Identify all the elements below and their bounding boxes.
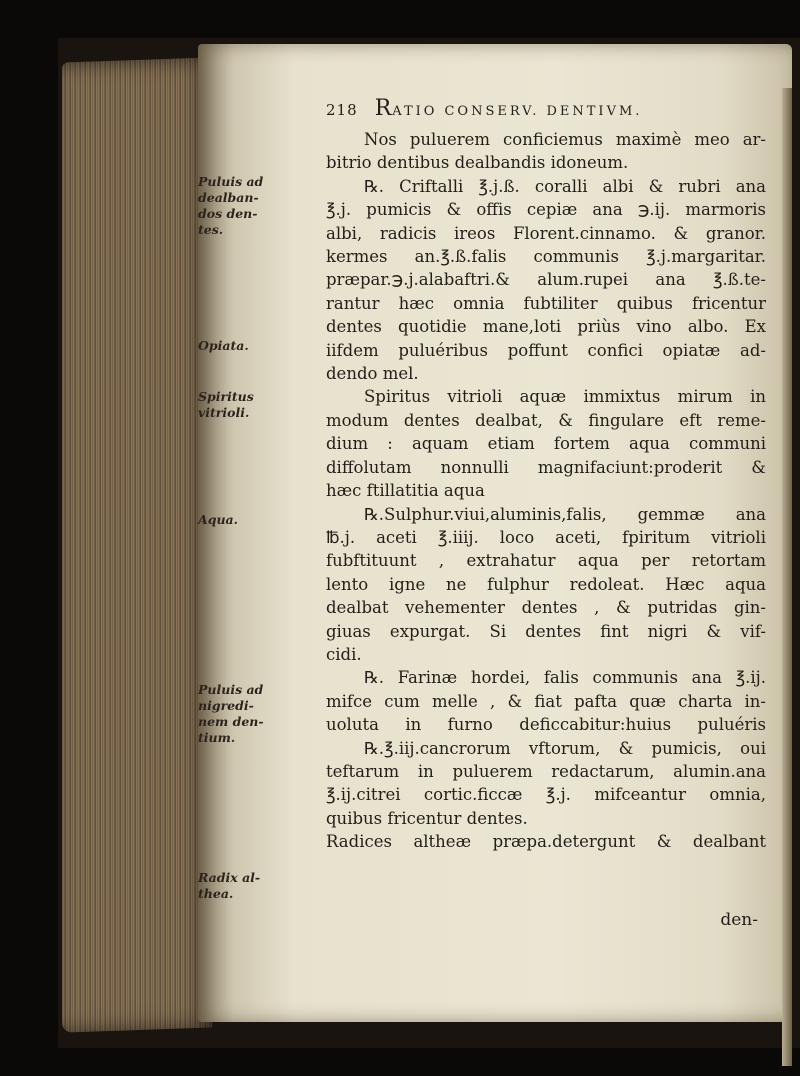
text-line: ℥.ij.citrei cortic.ficcæ ℥.j. mifceantur omnia, — [326, 785, 766, 805]
page-number: 218 — [326, 101, 358, 119]
margin-note-aqua — [198, 512, 318, 528]
running-head-word-1: ATIO — [392, 104, 438, 119]
text-line: dium : aquam etiam fortem aqua communi — [326, 434, 766, 454]
margin-note-line: dealban- — [198, 190, 259, 205]
text-line: ℞. Criftalli ℥.j.ß. coralli albi & rubri ana — [364, 176, 766, 196]
text-line: ℞. Farinæ hordei, falis communis ana ℥.ij. — [364, 668, 766, 688]
text-line: præpar.℈.j.alabaftri.& alum.rupei ana ℥.ß.te- — [326, 270, 766, 290]
text-line: modum dentes dealbat, & fingulare eft reme- — [326, 410, 766, 430]
text-line: ℞.Sulphur.viui,aluminis,falis, gemmæ ana — [364, 504, 766, 524]
text-line: giuas expurgat. Si dentes fint nigri & vif- — [326, 621, 766, 641]
text-line: ℥.j. pumicis & offis cepiæ ana ℈.ij. marmoris — [326, 200, 766, 220]
text-line: lento igne ne fulphur redoleat. Hæc aqua — [326, 574, 766, 594]
margin-note-line: dos den- — [198, 206, 258, 221]
catchword: den- — [720, 910, 758, 930]
margin-note-line: Opiata. — [198, 338, 249, 353]
margin-note-line: Radix al- — [198, 870, 261, 885]
text-line: rantur hæc omnia fubtiliter quibus fricentur — [326, 293, 766, 313]
text-line: dentes quotidie mane,loti priùs vino albo. Ex — [326, 317, 766, 337]
margin-note-line: Puluis ad — [198, 682, 264, 697]
text-line: ℔.j. aceti ℥.iiij. loco aceti, fpiritum vitrioli — [326, 527, 766, 547]
margin-note-spiritus-vitrioli — [198, 389, 318, 421]
margin-note-line: nigredi- — [198, 698, 254, 713]
margin-note-line: tes. — [198, 222, 224, 237]
text-line: cidi. — [326, 644, 362, 664]
text-line: fubftituunt , extrahatur aqua per retortam — [326, 551, 766, 571]
text-line: mifce cum melle , & fiat pafta quæ charta in- — [326, 691, 766, 711]
text-line: bitrio dentibus dealbandis idoneum. — [326, 153, 629, 173]
text-line: teftarum in puluerem redactarum, alumin.ana — [326, 761, 766, 781]
text-line: Radices altheæ præpa.detergunt & dealbant — [326, 832, 766, 852]
text-line: dendo mel. — [326, 364, 419, 384]
text-line: hæc ftillatitia aqua — [326, 481, 485, 501]
text-line: Nos puluerem conficiemus maximè meo ar- — [364, 130, 766, 149]
book-page — [198, 44, 792, 1022]
text-line: albi, radicis ireos Florent.cinnamo. & granor. — [326, 223, 766, 243]
margin-note-line: vitrioli. — [198, 405, 250, 420]
text-line: dealbat vehementer dentes , & putridas gin- — [326, 598, 766, 618]
margin-note-line: nem den- — [198, 714, 264, 729]
running-head — [326, 96, 762, 121]
running-head-word-2: CONSERV. — [444, 104, 540, 119]
margin-note-puluis-ad-nigredinem — [198, 682, 318, 746]
page-stack-edge — [62, 57, 212, 1032]
text-line: Spiritus vitrioli aquæ immixtus mirum in — [364, 387, 766, 407]
text-line: diffolutam nonnulli magnifaciunt:proderit & — [326, 457, 766, 477]
margin-note-line: Spiritus — [198, 389, 254, 404]
margin-note-opiata — [198, 338, 318, 354]
margin-note-line: Puluis ad — [198, 174, 264, 189]
body-text — [326, 128, 766, 854]
margin-note-puluis-ad-dealbandos — [198, 174, 318, 238]
text-line: ℞.℥.iij.cancrorum vftorum, & pumicis, oui — [364, 738, 766, 758]
running-head-word-3: DENTIVM. — [546, 104, 643, 119]
running-head-initial: R — [374, 96, 393, 121]
margin-note-line: tium. — [198, 730, 236, 745]
text-line: kermes an.℥.ß.falis communis ℥.j.margaritar. — [326, 247, 766, 267]
text-line: uoluta in furno deficcabitur:huius puluéris — [326, 715, 766, 735]
margin-note-radix-althea — [198, 870, 318, 902]
margin-note-line: thea. — [198, 886, 234, 901]
text-line: iifdem puluéribus poffunt confici opiatæ ad- — [326, 340, 766, 360]
text-line: quibus fricentur dentes. — [326, 808, 528, 828]
page-right-edge — [782, 88, 792, 1066]
margin-note-line: Aqua. — [198, 512, 238, 527]
